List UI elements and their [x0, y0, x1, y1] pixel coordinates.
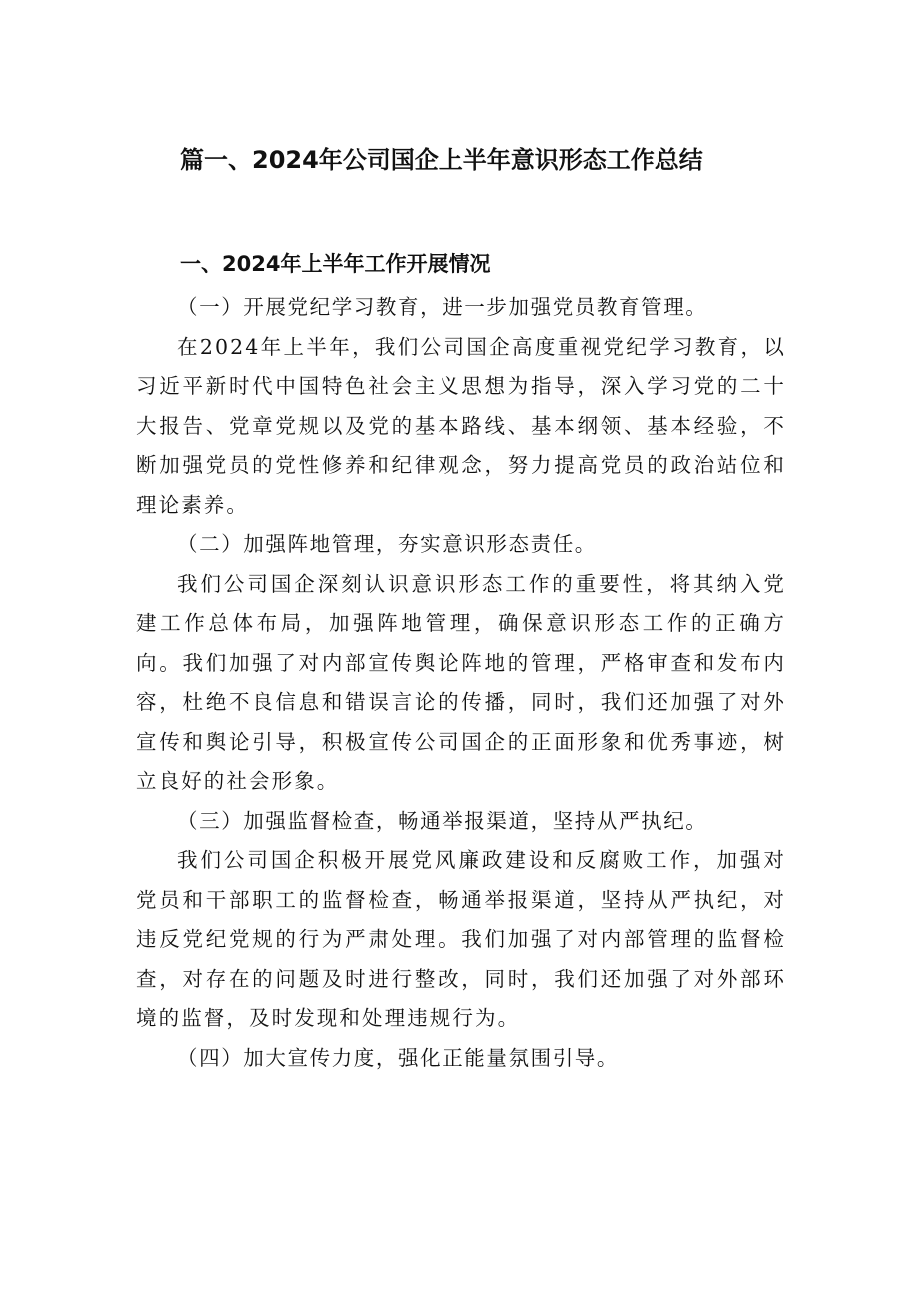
subheading-2: （二）加强阵地管理，夯实意识形态责任。 — [177, 532, 597, 556]
section-heading: 一、2024年上半年工作开展情况 — [180, 252, 491, 276]
subheading-1: （一）开展党纪学习教育，进一步加强党员教育管理。 — [177, 295, 708, 319]
paragraph-2: 我们公司国企深刻认识意识形态工作的重要性，将其纳入党建工作总体布局，加强阵地管理，确保意识形态工作的正确方向。我们加强了对内部宣传舆论阵地的管理，严格审查和发布内容，杜绝不良信息和错误言论的传播，同时，我们还加强了对外宣传和舆论引导，积极宣传公司国企的正面形象和优秀事迹，树立良好的社会形象。 — [136, 571, 786, 793]
document-title: 篇一、2024年公司国企上半年意识形态工作总结 — [180, 146, 703, 174]
subheading-3: （三）加强监督检查，畅通举报渠道，坚持从严执纪。 — [177, 808, 708, 833]
paragraph-1: 在2024年上半年，我们公司国企高度重视党纪学习教育，以习近平新时代中国特色社会主义思想为指导，深入学习党的二十大报告、党章党规以及党的基本路线、基本纲领、基本经验，不断加强党员的党性修养和纪律观念，努力提高党员的政治站位和理论素养。 — [136, 334, 786, 517]
paragraph-3: 我们公司国企积极开展党风廉政建设和反腐败工作，加强对党员和干部职工的监督检查，畅通举报渠道，坚持从严执纪，对违反党纪党规的行为严肃处理。我们加强了对内部管理的监督检查，对存在的问题及时进行整改，同时，我们还加强了对外部环境的监督，及时发现和处理违规行为。 — [136, 848, 786, 1030]
subheading-4: （四）加大宣传力度，强化正能量氛围引导。 — [177, 1045, 619, 1070]
document-body — [136, 288, 786, 1078]
